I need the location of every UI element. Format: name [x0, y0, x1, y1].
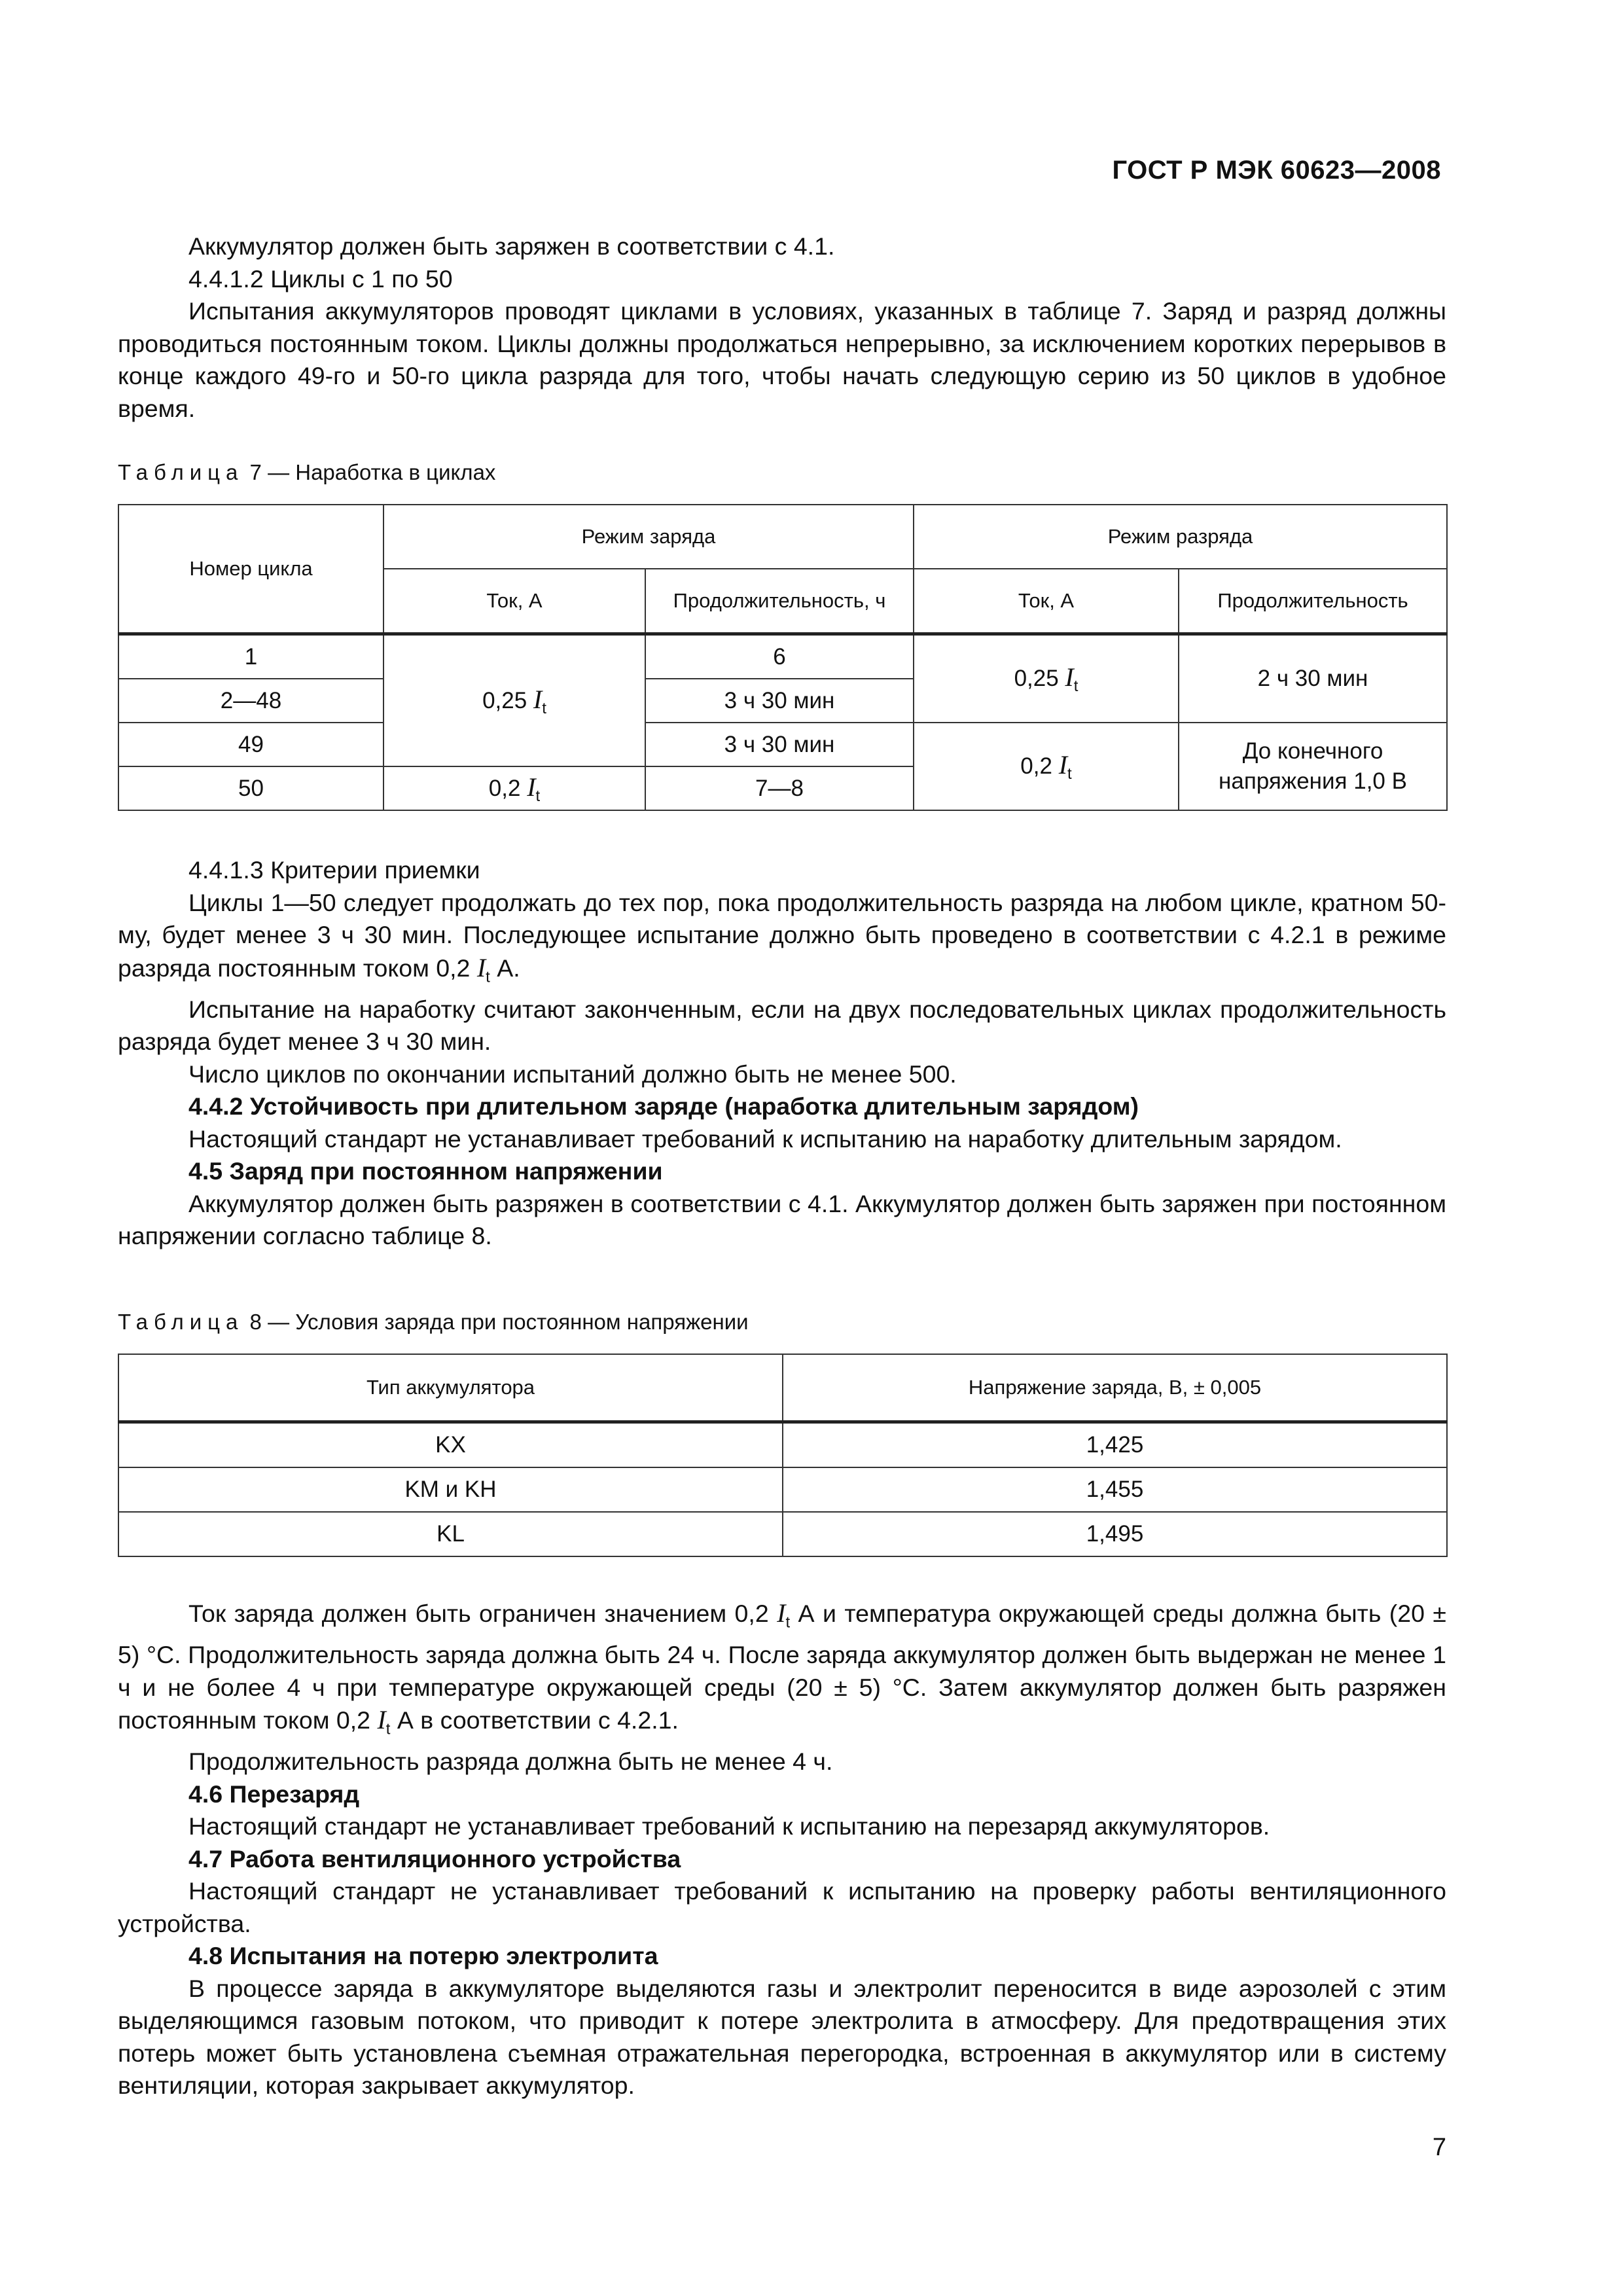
table7-caption: [118, 458, 1446, 487]
section-heading: 4.7 Работа вентиляционного устройства: [188, 1844, 681, 1873]
paragraph: Аккумулятор должен быть разряжен в соответствии с 4.1. Аккумулятор должен быть заряжен при постоянном напряжении согласно таблице 8.: [118, 1189, 1446, 1249]
section-heading: 4.5 Заряд при постоянном напряжении: [188, 1157, 663, 1185]
section-heading: 4.6 Перезаряд: [188, 1780, 360, 1808]
subsection-title: 4.4.1.2 Циклы с 1 по 50: [188, 264, 453, 293]
final-block: [118, 1597, 1446, 2102]
cell-charge-current: 0,25 $I_t$: [383, 634, 645, 767]
cell-voltage: 1,495: [783, 1512, 1447, 1556]
table-row: [118, 1512, 1447, 1556]
cell-charge-duration: 6: [645, 634, 914, 679]
cell-charge-duration: 3 ч 30 мин: [645, 679, 914, 723]
document-header: ГОСТ Р МЭК 60623—2008: [1112, 156, 1441, 185]
paragraph: Ток заряда должен быть ограничен значением 0,2 $I_t$ А и температура окружающей среды должна быть (20 ± 5) °C. Продолжительность заряда должна быть 24 ч. После заряда аккумулятор должен быть выдержан не менее 1 ч и не более 4 ч при температуре окружающей среды (20 ± 5) °C. Затем аккумулятор должен быть разряжен постоянным током 0,2 $I_t$ А в соответствии с 4.2.1.: [118, 1598, 1446, 1738]
col-charge-current: Ток, А: [383, 569, 645, 634]
caption-label: Таблица: [118, 1310, 244, 1334]
section-heading: 4.8 Испытания на потерю электролита: [188, 1942, 658, 1969]
cell-type: KL: [118, 1512, 783, 1556]
paragraph: Настоящий стандарт не устанавливает требований к испытанию на проверку работы вентиляционного устройства.: [118, 1877, 1446, 1937]
cell-cycle: 50: [118, 766, 383, 810]
page-number: 7: [1432, 2134, 1446, 2161]
cell-type: KX: [118, 1422, 783, 1468]
paragraph: Циклы 1—50 следует продолжать до тех пор, пока продолжительность разряда на любом цикле, кратном 50-му, будет менее 3 ч 30 мин. Последующее испытание должно быть проведено в соответствии с 4.2.1 в режиме разряда постоянным током 0,2 $I_t$ А.: [118, 888, 1446, 986]
cell-cycle: 1: [118, 634, 383, 679]
col-charge-voltage: Напряжение заряда, В, ± 0,005: [783, 1354, 1447, 1422]
cell-discharge-duration: 2 ч 30 мин: [1179, 634, 1447, 723]
cell-cycle: 2—48: [118, 679, 383, 723]
table-row: [118, 1467, 1447, 1512]
subsection-title: 4.4.1.3 Критерии приемки: [188, 856, 480, 884]
table-row: [118, 634, 1447, 679]
table7: [118, 504, 1448, 811]
col-charge-mode: Режим заряда: [383, 505, 914, 569]
paragraph: Продолжительность разряда должна быть не менее 4 ч.: [188, 1748, 833, 1775]
table8: [118, 1354, 1448, 1557]
col-discharge-current: Ток, А: [914, 569, 1179, 634]
cell-cycle: 49: [118, 723, 383, 766]
paragraph: Настоящий стандарт не устанавливает требований к испытанию на перезаряд аккумуляторов.: [188, 1812, 1270, 1840]
intro-block: [118, 230, 1446, 425]
section-heading: 4.4.2 Устойчивость при длительном заряде (наработка длительным зарядом): [188, 1092, 1139, 1120]
cell-voltage: 1,455: [783, 1467, 1447, 1512]
criteria-block: [118, 854, 1446, 1253]
caption-text: 7 — Наработка в циклах: [243, 460, 496, 484]
col-discharge-mode: Режим разряда: [914, 505, 1447, 569]
table8-caption: [118, 1308, 1446, 1336]
caption-text: 8 — Условия заряда при постоянном напряжении: [243, 1310, 749, 1334]
paragraph: Число циклов по окончании испытаний должно быть не менее 500.: [188, 1060, 957, 1088]
paragraph: Аккумулятор должен быть заряжен в соответствии с 4.1.: [188, 232, 835, 260]
cell-discharge-current: 0,2 $I_t$: [914, 723, 1179, 810]
cell-discharge-duration: До конечного напряжения 1,0 В: [1179, 723, 1447, 810]
paragraph: Настоящий стандарт не устанавливает требований к испытанию на наработку длительным зарядом.: [188, 1124, 1342, 1153]
cell-charge-current: 0,2 $I_t$: [383, 766, 645, 810]
col-battery-type: Тип аккумулятора: [118, 1354, 783, 1422]
paragraph: Испытания аккумуляторов проводят циклами в условиях, указанных в таблице 7. Заряд и разряд должны проводиться постоянным током. Циклы должны продолжаться непрерывно, за исключением коротких перерывов в конце каждого 49-го и 50-го цикла разряда для того, чтобы начать следующую серию из 50 циклов в удобное время.: [118, 297, 1446, 422]
col-cycle-number: Номер цикла: [118, 505, 383, 634]
cell-charge-duration: 7—8: [645, 766, 914, 810]
col-discharge-duration: Продолжительность: [1179, 569, 1447, 634]
cell-type: KM и KH: [118, 1467, 783, 1512]
cell-charge-duration: 3 ч 30 мин: [645, 723, 914, 766]
cell-discharge-current: 0,25 $I_t$: [914, 634, 1179, 723]
table-row: [118, 723, 1447, 766]
paragraph: В процессе заряда в аккумуляторе выделяются газы и электролит переносится в виде аэрозолей с этим выделяющимся газовым потоком, что приводит к потере электролита в атмосферу. Для предотвращения этих потерь может быть установлена съемная отражательная перегородка, встроенная в аккумулятор или в систему вентиляции, которая закрывает аккумулятор.: [118, 1974, 1446, 2099]
paragraph: Испытание на наработку считают законченным, если на двух последовательных циклах продолжительность разряда будет менее 3 ч 30 мин.: [118, 995, 1446, 1055]
caption-label: Таблица: [118, 460, 244, 484]
col-charge-duration: Продолжительность, ч: [645, 569, 914, 634]
table-row: [118, 1422, 1447, 1468]
cell-voltage: 1,425: [783, 1422, 1447, 1468]
